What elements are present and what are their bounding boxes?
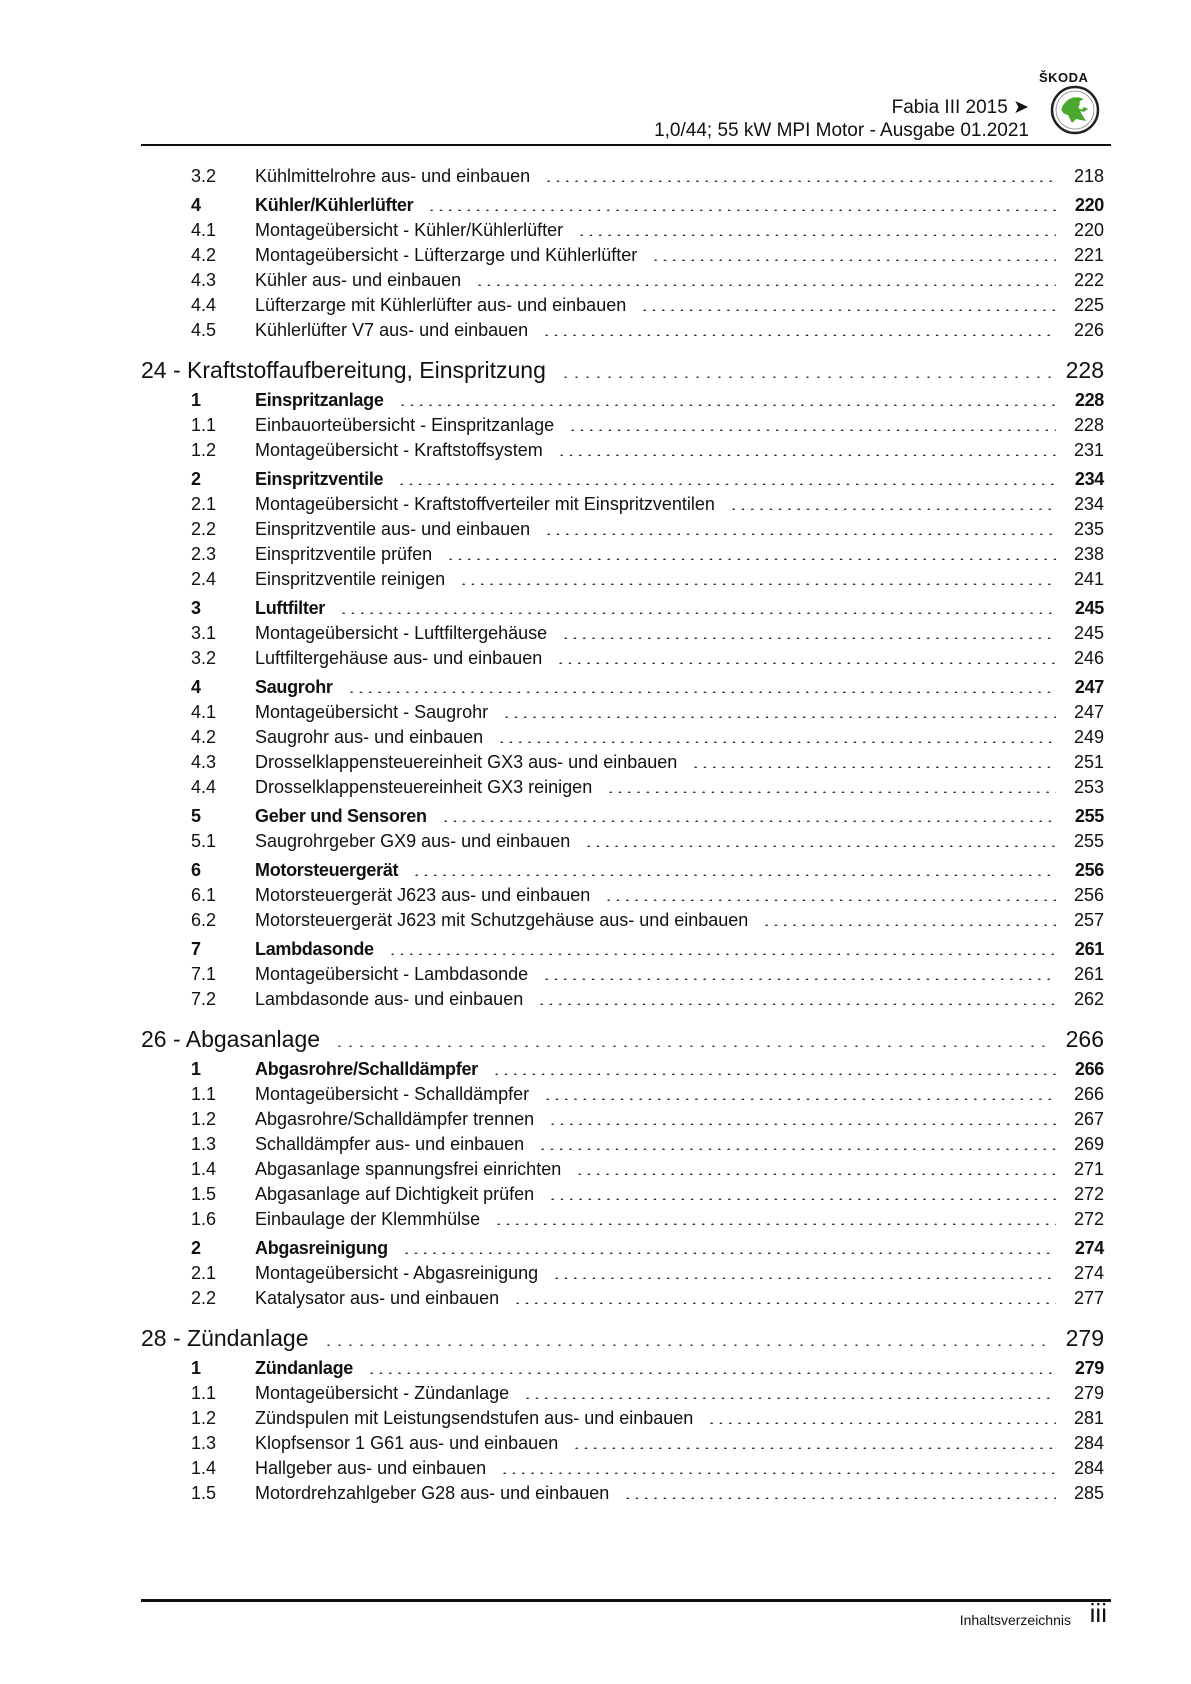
entry-page: 257	[1073, 910, 1104, 930]
entry-title: Saugrohr	[255, 677, 333, 697]
entry-number: 1.4	[191, 1458, 217, 1478]
entry-title: Motorsteuergerät	[255, 860, 399, 880]
toc-sub-entry[interactable]	[141, 989, 1104, 1014]
entry-title: Abgasanlage auf Dichtigkeit prüfen	[255, 1184, 535, 1204]
entry-page: 251	[1073, 752, 1104, 772]
entry-number: 4.3	[191, 270, 217, 290]
entry-number: 3.2	[191, 648, 217, 668]
toc-sub-entry[interactable]	[141, 270, 1104, 295]
entry-page: 271	[1073, 1159, 1104, 1179]
entry-number: 3	[191, 598, 201, 618]
entry-page: 274	[1074, 1238, 1104, 1258]
dot-leader	[561, 637, 1056, 639]
dot-leader	[604, 899, 1056, 901]
entry-page: 279	[1074, 1358, 1104, 1378]
toc-sub-entry[interactable]	[141, 702, 1104, 727]
toc-sub-entry[interactable]	[141, 777, 1104, 802]
entry-page: 222	[1073, 270, 1104, 290]
toc-sub-entry[interactable]	[141, 569, 1104, 594]
dot-leader	[651, 259, 1056, 261]
entry-page: 226	[1073, 320, 1104, 340]
dot-leader	[500, 1472, 1056, 1474]
entry-number: 1.5	[191, 1184, 217, 1204]
toc-section-entry[interactable]	[141, 598, 1104, 623]
entry-page: 261	[1074, 939, 1104, 959]
entry-title: Schalldämpfer aus- und einbauen	[255, 1134, 525, 1154]
entry-page: 220	[1073, 220, 1104, 240]
entry-number: 1.1	[191, 1383, 217, 1403]
entry-number: 1.2	[191, 1408, 217, 1428]
entry-title: Abgasrohre/Schalldämpfer	[255, 1059, 478, 1079]
entry-number: 6	[191, 860, 201, 880]
entry-page: 228	[1074, 390, 1104, 410]
toc-sub-entry[interactable]	[141, 166, 1104, 191]
entry-page: 228	[1073, 415, 1104, 435]
dot-leader	[323, 1344, 1052, 1346]
dot-leader	[537, 1003, 1056, 1005]
toc-section-entry[interactable]	[141, 677, 1104, 702]
entry-page: 245	[1074, 598, 1104, 618]
entry-title: 28 - Zündanlage	[141, 1325, 309, 1351]
entry-title: Kühlmittelrohre aus- und einbauen	[255, 166, 531, 186]
entry-title: 26 - Abgasanlage	[141, 1026, 321, 1052]
toc-sub-entry[interactable]	[141, 494, 1104, 519]
dot-leader	[388, 953, 1056, 955]
entry-page: 235	[1073, 519, 1104, 539]
toc-sub-entry[interactable]	[141, 1408, 1104, 1433]
entry-title: Katalysator aus- und einbauen	[255, 1288, 500, 1308]
entry-title: Montageübersicht - Kraftstoffverteiler mit Einspritzventilen	[255, 494, 715, 514]
entry-page: 255	[1074, 806, 1104, 826]
entry-page: 284	[1073, 1433, 1104, 1453]
dot-leader	[552, 1277, 1056, 1279]
toc-section-entry[interactable]	[141, 469, 1104, 494]
entry-page: 253	[1073, 777, 1104, 797]
toc-sub-entry[interactable]	[141, 1383, 1104, 1408]
skoda-logo-icon	[1050, 85, 1100, 135]
toc-section-entry[interactable]	[141, 195, 1104, 220]
dot-leader	[334, 1045, 1052, 1047]
toc-sub-entry[interactable]	[141, 1109, 1104, 1134]
toc-sub-entry[interactable]	[141, 727, 1104, 752]
entry-number: 2.2	[191, 1288, 217, 1308]
toc-sub-entry[interactable]	[141, 885, 1104, 910]
entry-title: Einspritzanlage	[255, 390, 384, 410]
toc-sub-entry[interactable]	[141, 910, 1104, 935]
toc-section-entry[interactable]	[141, 939, 1104, 964]
entry-number: 1.3	[191, 1134, 217, 1154]
entry-title: Saugrohr aus- und einbauen	[255, 727, 484, 747]
entry-title: Einspritzventile reinigen	[255, 569, 446, 589]
dot-leader	[544, 533, 1056, 535]
entry-title: Einbaulage der Klemmhülse	[255, 1209, 481, 1229]
entry-page: 261	[1073, 964, 1104, 984]
toc-sub-entry[interactable]	[141, 245, 1104, 270]
entry-page: 267	[1073, 1109, 1104, 1129]
footer-page-number: iii	[1089, 1598, 1107, 1628]
footer-label: Inhaltsverzeichnis	[959, 1612, 1071, 1628]
toc-sub-entry[interactable]	[141, 544, 1104, 569]
entry-page: 228	[1065, 357, 1104, 383]
entry-page: 279	[1065, 1325, 1104, 1351]
entry-number: 1.6	[191, 1209, 217, 1229]
entry-page: 272	[1073, 1184, 1104, 1204]
entry-page: 221	[1073, 245, 1104, 265]
entry-number: 2.3	[191, 544, 217, 564]
entry-number: 7.2	[191, 989, 217, 1009]
entry-number: 4.1	[191, 702, 217, 722]
entry-number: 2.2	[191, 519, 217, 539]
entry-page: 241	[1073, 569, 1104, 589]
entry-title: Montageübersicht - Schalldämpfer	[255, 1084, 530, 1104]
entry-title: Lüfterzarge mit Kühlerlüfter aus- und einbauen	[255, 295, 627, 315]
toc-sub-entry[interactable]	[141, 295, 1104, 320]
toc-sub-entry[interactable]	[141, 648, 1104, 673]
dot-leader	[542, 978, 1056, 980]
dot-leader	[568, 429, 1056, 431]
toc-sub-entry[interactable]	[141, 1458, 1104, 1483]
entry-title: Geber und Sensoren	[255, 806, 427, 826]
footer-divider	[141, 1599, 1111, 1602]
entry-title: Zündspulen mit Leistungsendstufen aus- und einbauen	[255, 1408, 694, 1428]
toc-sub-entry[interactable]	[141, 1288, 1104, 1313]
dot-leader	[523, 1397, 1056, 1399]
dot-leader	[538, 1148, 1056, 1150]
entry-title: Saugrohrgeber GX9 aus- und einbauen	[255, 831, 571, 851]
dot-leader	[577, 234, 1056, 236]
entry-number: 4	[191, 677, 201, 697]
entry-title: Klopfsensor 1 G61 aus- und einbauen	[255, 1433, 559, 1453]
entry-page: 234	[1073, 494, 1104, 514]
dot-leader	[347, 691, 1056, 693]
toc-section-entry[interactable]	[141, 390, 1104, 415]
dot-leader	[492, 1073, 1056, 1075]
entry-page: 284	[1073, 1458, 1104, 1478]
entry-title: Montageübersicht - Saugrohr	[255, 702, 489, 722]
entry-number: 6.2	[191, 910, 217, 930]
entry-number: 4.3	[191, 752, 217, 772]
dot-leader	[575, 1173, 1056, 1175]
toc-sub-entry[interactable]	[141, 519, 1104, 544]
dot-leader	[691, 766, 1056, 768]
dot-leader	[397, 483, 1056, 485]
entry-title: Abgasrohre/Schalldämpfer trennen	[255, 1109, 535, 1129]
entry-title: Montageübersicht - Zündanlage	[255, 1383, 510, 1403]
toc-sub-entry[interactable]	[141, 1209, 1104, 1234]
dot-leader	[543, 1098, 1056, 1100]
dot-leader	[402, 1252, 1056, 1254]
dot-leader	[446, 558, 1056, 560]
entry-page: 272	[1073, 1209, 1104, 1229]
dot-leader	[548, 1198, 1056, 1200]
entry-title: Kühler aus- und einbauen	[255, 270, 462, 290]
toc-sub-entry[interactable]	[141, 1134, 1104, 1159]
entry-page: 274	[1073, 1263, 1104, 1283]
dot-leader	[606, 791, 1056, 793]
dot-leader	[556, 662, 1056, 664]
entry-page: 231	[1073, 440, 1104, 460]
entry-page: 279	[1073, 1383, 1104, 1403]
dot-leader	[412, 874, 1056, 876]
dot-leader	[513, 1302, 1056, 1304]
entry-number: 2	[191, 469, 201, 489]
dot-leader	[497, 741, 1056, 743]
entry-title: Einspritzventile	[255, 469, 384, 489]
entry-number: 4.2	[191, 727, 217, 747]
toc-sub-entry[interactable]	[141, 320, 1104, 345]
entry-number: 1.4	[191, 1159, 217, 1179]
entry-title: Drosselklappensteuereinheit GX3 reinigen	[255, 777, 593, 797]
entry-page: 256	[1074, 860, 1104, 880]
toc-chapter-entry[interactable]	[141, 1026, 1104, 1056]
entry-number: 4.4	[191, 777, 217, 797]
entry-title: Drosselklappensteuereinheit GX3 aus- und einbauen	[255, 752, 678, 772]
dot-leader	[494, 1223, 1056, 1225]
entry-page: 234	[1074, 469, 1104, 489]
dot-leader	[441, 820, 1056, 822]
dot-leader	[707, 1422, 1056, 1424]
toc-sub-entry[interactable]	[141, 415, 1104, 440]
entry-title: 24 - Kraftstoffaufbereitung, Einspritzung	[141, 357, 546, 383]
toc-section-entry[interactable]	[141, 1059, 1104, 1084]
entry-number: 1	[191, 1059, 201, 1079]
entry-title: Kühler/Kühlerlüfter	[255, 195, 414, 215]
entry-title: Abgasreinigung	[255, 1238, 388, 1258]
toc-chapter-entry[interactable]	[141, 1325, 1104, 1355]
entry-page: 269	[1073, 1134, 1104, 1154]
header-divider	[141, 144, 1111, 146]
entry-number: 4.5	[191, 320, 217, 340]
dot-leader	[398, 404, 1056, 406]
entry-page: 255	[1073, 831, 1104, 851]
entry-title: Motorsteuergerät J623 aus- und einbauen	[255, 885, 591, 905]
entry-number: 2.4	[191, 569, 217, 589]
dot-leader	[548, 1123, 1056, 1125]
header-subtitle: 1,0/44; 55 kW MPI Motor - Ausgabe 01.2021	[654, 120, 1029, 141]
entry-title: Lambdasonde	[255, 939, 374, 959]
entry-page: 238	[1073, 544, 1104, 564]
dot-leader	[762, 924, 1056, 926]
entry-title: Motorsteuergerät J623 mit Schutzgehäuse aus- und einbauen	[255, 910, 749, 930]
toc-section-entry[interactable]	[141, 860, 1104, 885]
entry-number: 7	[191, 939, 201, 959]
entry-page: 266	[1074, 1059, 1104, 1079]
entry-number: 2.1	[191, 1263, 217, 1283]
entry-number: 4.1	[191, 220, 217, 240]
dot-leader	[367, 1372, 1056, 1374]
entry-title: Zündanlage	[255, 1358, 354, 1378]
dot-leader	[459, 583, 1056, 585]
entry-page: 225	[1073, 295, 1104, 315]
dot-leader	[640, 309, 1056, 311]
entry-page: 247	[1073, 702, 1104, 722]
entry-title: Montageübersicht - Lambdasonde	[255, 964, 529, 984]
entry-number: 7.1	[191, 964, 217, 984]
entry-number: 3.1	[191, 623, 217, 643]
toc-sub-entry[interactable]	[141, 1263, 1104, 1288]
dot-leader	[502, 716, 1056, 718]
entry-number: 1	[191, 390, 201, 410]
entry-page: 220	[1074, 195, 1104, 215]
entry-title: Einspritzventile prüfen	[255, 544, 433, 564]
dot-leader	[427, 209, 1056, 211]
entry-title: Montageübersicht - Abgasreinigung	[255, 1263, 539, 1283]
entry-number: 5	[191, 806, 201, 826]
entry-title: Einspritzventile aus- und einbauen	[255, 519, 531, 539]
entry-page: 256	[1073, 885, 1104, 905]
entry-title: Montageübersicht - Lüfterzarge und Kühlerlüfter	[255, 245, 638, 265]
toc-sub-entry[interactable]	[141, 1159, 1104, 1184]
entry-title: Montageübersicht - Kraftstoffsystem	[255, 440, 543, 460]
toc-sub-entry[interactable]	[141, 964, 1104, 989]
dot-leader	[557, 454, 1056, 456]
dot-leader	[475, 284, 1056, 286]
toc-sub-entry[interactable]	[141, 220, 1104, 245]
entry-number: 1.1	[191, 415, 217, 435]
toc-sub-entry[interactable]	[141, 623, 1104, 648]
entry-title: Luftfilter	[255, 598, 325, 618]
entry-page: 266	[1065, 1026, 1104, 1052]
entry-number: 4	[191, 195, 201, 215]
entry-number: 1.5	[191, 1483, 217, 1503]
entry-title: Abgasanlage spannungsfrei einrichten	[255, 1159, 562, 1179]
toc-sub-entry[interactable]	[141, 1433, 1104, 1458]
toc-sub-entry[interactable]	[141, 831, 1104, 856]
toc-section-entry[interactable]	[141, 806, 1104, 831]
entry-title: Motordrehzahlgeber G28 aus- und einbauen	[255, 1483, 610, 1503]
dot-leader	[572, 1447, 1056, 1449]
toc-section-entry[interactable]	[141, 1358, 1104, 1383]
entry-number: 1.2	[191, 440, 217, 460]
entry-title: Luftfiltergehäuse aus- und einbauen	[255, 648, 543, 668]
entry-number: 4.4	[191, 295, 217, 315]
dot-leader	[544, 180, 1056, 182]
entry-number: 1	[191, 1358, 201, 1378]
entry-number: 2	[191, 1238, 201, 1258]
entry-page: 266	[1073, 1084, 1104, 1104]
entry-title: Kühlerlüfter V7 aus- und einbauen	[255, 320, 529, 340]
dot-leader	[584, 845, 1056, 847]
toc-section-entry[interactable]	[141, 1238, 1104, 1263]
toc-sub-entry[interactable]	[141, 440, 1104, 465]
dot-leader	[623, 1497, 1056, 1499]
entry-number: 5.1	[191, 831, 217, 851]
entry-page: 249	[1073, 727, 1104, 747]
entry-title: Montageübersicht - Kühler/Kühlerlüfter	[255, 220, 564, 240]
toc-chapter-entry[interactable]	[141, 357, 1104, 387]
entry-page: 262	[1073, 989, 1104, 1009]
entry-number: 2.1	[191, 494, 217, 514]
table-of-contents	[141, 166, 1104, 1508]
entry-number: 6.1	[191, 885, 217, 905]
entry-number: 1.1	[191, 1084, 217, 1104]
entry-title: Lambdasonde aus- und einbauen	[255, 989, 524, 1009]
entry-page: 218	[1073, 166, 1104, 186]
entry-number: 1.2	[191, 1109, 217, 1129]
entry-title: Einbauorteübersicht - Einspritzanlage	[255, 415, 555, 435]
entry-title: Hallgeber aus- und einbauen	[255, 1458, 487, 1478]
entry-page: 247	[1074, 677, 1104, 697]
dot-leader	[542, 334, 1056, 336]
entry-title: Montageübersicht - Luftfiltergehäuse	[255, 623, 548, 643]
toc-sub-entry[interactable]	[141, 752, 1104, 777]
entry-page: 246	[1073, 648, 1104, 668]
dot-leader	[729, 508, 1056, 510]
header-model: Fabia III 2015 ➤	[891, 97, 1029, 118]
entry-number: 3.2	[191, 166, 217, 186]
dot-leader	[560, 376, 1052, 378]
entry-number: 1.3	[191, 1433, 217, 1453]
dot-leader	[339, 612, 1056, 614]
entry-number: 4.2	[191, 245, 217, 265]
toc-sub-entry[interactable]	[141, 1084, 1104, 1109]
entry-page: 277	[1073, 1288, 1104, 1308]
toc-sub-entry[interactable]	[141, 1483, 1104, 1508]
entry-page: 281	[1073, 1408, 1104, 1428]
entry-page: 285	[1073, 1483, 1104, 1503]
entry-page: 245	[1073, 623, 1104, 643]
toc-sub-entry[interactable]	[141, 1184, 1104, 1209]
brand-name: ŠKODA	[1039, 70, 1089, 85]
